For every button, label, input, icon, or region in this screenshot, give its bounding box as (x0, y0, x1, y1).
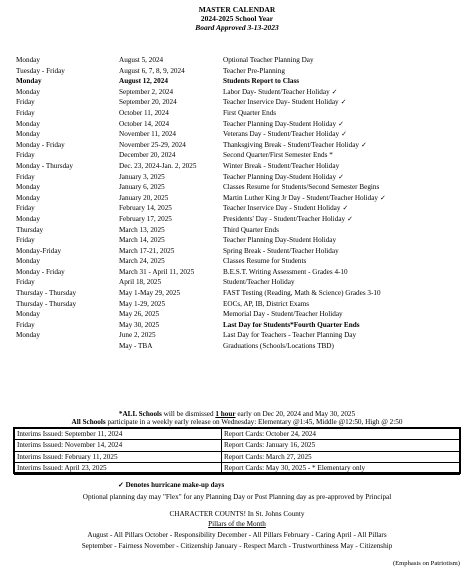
row-date: June 2, 2025 (119, 331, 156, 340)
row-date: May 1-29, 2025 (119, 299, 166, 308)
row-event (223, 320, 360, 331)
calendar-row (16, 76, 466, 87)
calendar-row (16, 235, 466, 246)
row-date: August 5, 2024 (119, 56, 164, 64)
row-event-text: Teacher Planning Day-Student Holiday (223, 172, 337, 181)
row-date: March 17-21, 2025 (119, 246, 175, 255)
row-event (223, 97, 347, 108)
calendar-row (16, 203, 466, 214)
row-event (223, 87, 338, 98)
calendar-rows (16, 55, 466, 352)
calendar-row (16, 341, 466, 352)
row-event-text: Classes Resume for Students (223, 257, 307, 266)
report-card-cell: Report Cards: October 24, 2024 (222, 429, 460, 440)
row-event (223, 267, 348, 278)
report-card-cell: Report Cards: May 30, 2025 - * Elementary only (222, 463, 460, 474)
row-event (223, 140, 367, 151)
row-day: Friday (16, 320, 35, 329)
row-event (223, 76, 299, 87)
row-event (223, 150, 333, 161)
row-day: Friday (16, 172, 35, 181)
row-date: May 30, 2025 (119, 320, 160, 329)
grid-row (15, 429, 460, 440)
row-event (223, 203, 348, 214)
calendar-row (16, 320, 466, 331)
row-date: December 20, 2024 (119, 151, 176, 160)
row-event (223, 193, 386, 204)
row-date: September 2, 2024 (119, 87, 174, 96)
row-date: August 6, 7, 8, 9, 2024 (119, 66, 185, 75)
emphasis-note: (Emphasis on Patriotism) (392, 560, 460, 567)
calendar-row (16, 288, 466, 299)
calendar-row (16, 214, 466, 225)
row-event (223, 309, 343, 320)
row-day: Monday (16, 56, 40, 64)
row-day: Thursday - Thursday (16, 299, 77, 308)
pillars-line-1: August - All Pillars October - Responsibility December - All Pillars February - Caring April - All Pillars (87, 531, 387, 539)
row-date: February 14, 2025 (119, 204, 172, 213)
row-event-text: Student/Teacher Holiday (223, 278, 295, 287)
row-event-text: Labor Day- Student/Teacher Holiday (223, 87, 330, 96)
row-date: January 20, 2025 (119, 193, 169, 202)
row-day: Monday (16, 310, 40, 319)
row-event (223, 55, 314, 66)
row-event (223, 288, 381, 299)
row-day: Monday (16, 193, 40, 202)
row-day: Monday (16, 331, 40, 340)
calendar-row (16, 172, 466, 183)
row-day: Monday (16, 257, 40, 266)
row-event-text: First Quarter Ends (223, 108, 277, 117)
row-event (223, 256, 306, 267)
row-event-text: Last Day for Students*Fourth Quarter Ends (223, 320, 360, 329)
row-event-text: Teacher Planning Day-Student Holiday (223, 119, 337, 128)
calendar-row (16, 129, 466, 140)
row-event-text: Teacher Inservice Day- Student Holiday (223, 98, 339, 107)
row-event-text: Third Quarter Ends (223, 225, 279, 234)
row-date: September 20, 2024 (119, 98, 177, 107)
grid-row (15, 451, 460, 462)
row-event-text: B.E.S.T. Writing Assessment - Grades 4-10 (223, 267, 348, 276)
row-event-text: Martin Luther King Jr Day - Student/Teacher Holiday (223, 193, 378, 202)
flex-note: Optional planning day may "Flex" for any Planning Day or Post Planning day as pre-approved by Principal (82, 493, 392, 501)
row-event (223, 235, 336, 246)
calendar-row (16, 256, 466, 267)
row-date: May - TBA (119, 342, 153, 351)
calendar-row (16, 225, 466, 236)
calendar-row (16, 330, 466, 341)
school-year: 2024-2025 School Year (200, 14, 274, 23)
row-date: August 12, 2024 (119, 77, 168, 86)
row-day: Monday (16, 77, 42, 86)
row-event-text: Graduations (Schools/Locations TBD) (223, 342, 334, 351)
calendar-row (16, 108, 466, 119)
row-event-text: Last Day for Teachers - Teacher Planning Day (223, 331, 357, 340)
row-event (223, 108, 276, 119)
check-icon: ✓ (341, 130, 348, 139)
calendar-row (16, 246, 466, 257)
notice-all-schools-2: All Schools (71, 418, 106, 426)
check-icon: ✓ (379, 193, 387, 202)
row-event-text: Thanksgiving Break - Student/Teacher Holiday (223, 140, 360, 149)
pillars-line-2: September - Fairness November - Citizenship January - Respect March - Trustworthiness May - Citizenship (81, 542, 393, 550)
document-title: MASTER CALENDAR (198, 5, 276, 14)
calendar-row (16, 299, 466, 310)
interim-report-table (14, 428, 460, 475)
row-event-text: Classes Resume for Students/Second Semester Begins (223, 183, 380, 192)
row-event (223, 299, 309, 310)
row-event-text: EOCs, AP, IB, District Exams (223, 299, 310, 308)
calendar-row (16, 277, 466, 288)
row-event (223, 66, 285, 77)
interim-cell: Interims Issued: September 11, 2024 (15, 429, 222, 440)
row-day: Tuesday - Friday (16, 66, 65, 75)
row-day: Monday (16, 130, 40, 139)
row-day: Friday (16, 151, 35, 160)
row-date: March 13, 2025 (119, 225, 165, 234)
notice-text-2: early on Dec 20, 2024 and May 30, 2025 (235, 410, 356, 418)
row-day: Thursday (16, 225, 44, 234)
grid-row (15, 463, 460, 474)
hurricane-legend (118, 481, 224, 489)
row-event-text: Optional Teacher Planning Day (223, 56, 314, 64)
row-day: Monday (16, 87, 40, 96)
row-date: November 11, 2024 (119, 130, 177, 139)
calendar-row (16, 193, 466, 204)
row-event (223, 182, 379, 193)
row-event-text: FAST Testing (Reading, Math & Science) Grades 3-10 (223, 289, 381, 298)
calendar-row (16, 309, 466, 320)
report-card-cell: Report Cards: January 16, 2025 (222, 440, 460, 451)
interim-cell: Interims Issued: April 23, 2025 (15, 463, 222, 474)
row-date: Dec. 23, 2024-Jan. 2, 2025 (119, 161, 197, 170)
row-date: March 24, 2025 (119, 257, 165, 266)
row-event (223, 129, 347, 140)
calendar-row (16, 150, 466, 161)
early-release-notice (0, 418, 474, 427)
notice-text-1: will be dismissed (161, 410, 216, 418)
check-icon: ✓ (338, 172, 345, 181)
row-event-text: Second Quarter/First Semester Ends * (223, 151, 333, 160)
row-day: Monday - Thursday (16, 161, 73, 170)
check-icon: ✓ (118, 481, 124, 489)
row-event (223, 225, 279, 236)
row-date: October 14, 2024 (119, 119, 170, 128)
row-date: May 1-May 29, 2025 (119, 289, 181, 298)
legend-text: Denotes hurricane make-up days (125, 481, 225, 489)
grid-row (15, 440, 460, 451)
notice-all-schools: *ALL Schools (118, 410, 162, 418)
row-day: Friday (16, 278, 35, 287)
row-day: Thursday - Thursday (16, 289, 77, 298)
row-day: Monday (16, 119, 40, 128)
row-date: May 26, 2025 (119, 310, 160, 319)
row-date: March 14, 2025 (119, 236, 165, 245)
row-event (223, 161, 339, 172)
row-date: February 17, 2025 (119, 214, 172, 223)
calendar-row (16, 55, 466, 66)
row-event (223, 246, 339, 257)
row-event-text: Students Report to Class (223, 77, 300, 86)
row-event (223, 172, 344, 183)
calendar-row (16, 119, 466, 130)
row-day: Friday (16, 108, 35, 117)
row-event-text: Winter Break - Student/Teacher Holiday (223, 161, 340, 170)
row-event-text: Presidents' Day - Student/Teacher Holiday (223, 214, 346, 223)
row-event-text: Teacher Pre-Planning (223, 66, 285, 75)
row-day: Friday (16, 204, 35, 213)
row-day: Monday (16, 214, 40, 223)
report-card-cell: Report Cards: March 27, 2025 (222, 451, 460, 462)
row-date: March 31 - April 11, 2025 (119, 267, 195, 276)
interim-cell: Interims Issued: November 14, 2024 (15, 440, 222, 451)
check-icon: ✓ (338, 119, 345, 128)
row-event (223, 341, 334, 352)
character-counts: CHARACTER COUNTS! In St. Johns County (169, 510, 305, 518)
row-day: Monday - Friday (16, 267, 65, 276)
row-day: Monday - Friday (16, 140, 65, 149)
calendar-row (16, 267, 466, 278)
board-approved: Board Approved 3-13-2023 (195, 23, 279, 32)
row-event-text: Veterans Day - Student/Teacher Holiday (223, 130, 340, 139)
row-day: Friday (16, 98, 35, 107)
check-icon: ✓ (361, 140, 368, 149)
row-date: January 6, 2025 (119, 183, 165, 192)
notice-one-hour: 1 hour (215, 410, 236, 418)
calendar-row (16, 161, 466, 172)
notice-text-3: participate in a weekly early release on Wednesday: Elementary @1:45, Middle @12:50, High @ 2:50 (105, 418, 403, 426)
calendar-row (16, 182, 466, 193)
row-event (223, 119, 344, 130)
pillars-title: Pillars of the Month (208, 520, 266, 528)
row-date: November 25-29, 2024 (119, 140, 186, 149)
row-day: Monday-Friday (16, 246, 62, 255)
calendar-row (16, 97, 466, 108)
row-event (223, 214, 353, 225)
check-icon: ✓ (347, 214, 354, 223)
row-date: January 3, 2025 (119, 172, 165, 181)
row-day: Friday (16, 236, 35, 245)
row-date: October 11, 2024 (119, 108, 169, 117)
calendar-row (16, 87, 466, 98)
row-event-text: Memorial Day - Student/Teacher Holiday (223, 310, 343, 319)
row-event (223, 330, 356, 341)
row-event-text: Teacher Inservice Day - Student Holiday (223, 204, 341, 213)
row-date: April 18, 2025 (119, 278, 162, 287)
row-day: Monday (16, 183, 40, 192)
check-icon: ✓ (331, 87, 338, 96)
interim-cell: Interims Issued: February 11, 2025 (15, 451, 222, 462)
row-event (223, 277, 295, 288)
row-event-text: Spring Break - Student/Teacher Holiday (223, 246, 339, 255)
check-icon: ✓ (340, 98, 347, 107)
check-icon: ✓ (342, 204, 349, 213)
calendar-row (16, 140, 466, 151)
calendar-row (16, 66, 466, 77)
row-event-text: Teacher Planning Day-Student Holiday (223, 236, 337, 245)
